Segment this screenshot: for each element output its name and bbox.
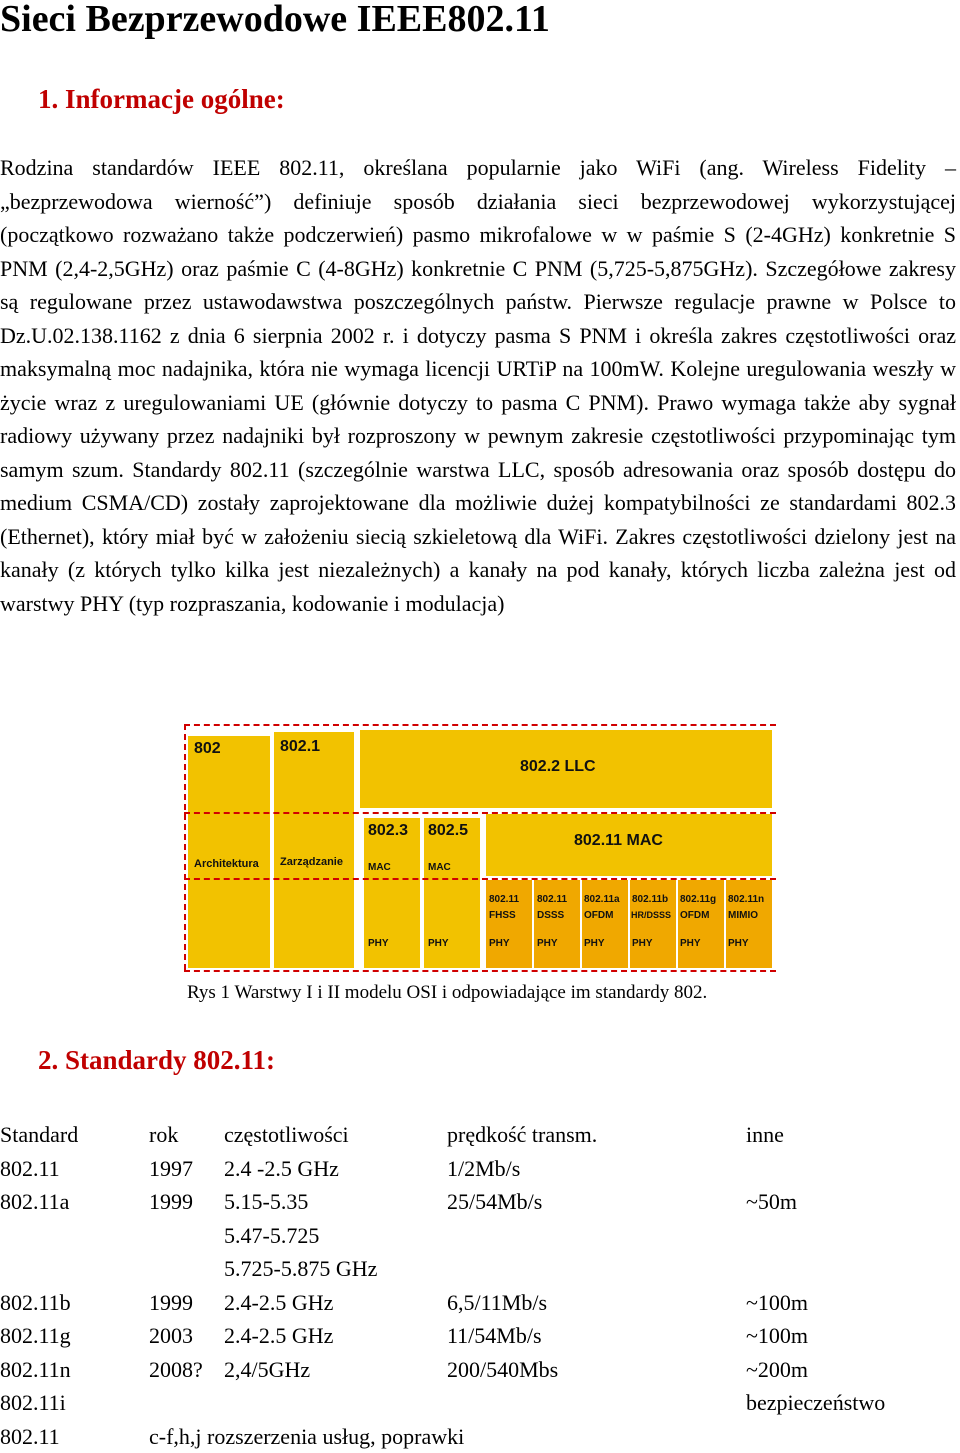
osi-layers-figure: [180, 718, 780, 978]
table-cell: 1/2Mb/s: [447, 1152, 746, 1186]
table-cell: 802.11: [0, 1152, 149, 1186]
table-cell: 1997: [149, 1152, 224, 1186]
block-802: [188, 736, 270, 968]
table-cell: [746, 1252, 956, 1286]
table-row: [0, 1420, 956, 1453]
table-cell: 6,5/11Mb/s: [447, 1286, 746, 1320]
table-cell: 802.11a: [0, 1185, 149, 1219]
layer-separator-mac: [184, 878, 776, 880]
phy-type-6: MIMIO: [728, 910, 758, 921]
table-cell: [149, 1252, 224, 1286]
table-cell: 2.4 -2.5 GHz: [224, 1152, 447, 1186]
phy-label-6: PHY: [728, 938, 749, 949]
label-8023: 802.3: [368, 822, 408, 840]
table-cell: [224, 1386, 447, 1420]
layer-separator-bottom: [184, 970, 776, 972]
header-cell: Standard: [0, 1118, 149, 1152]
table-row: [0, 1152, 956, 1186]
phy-type-1: FHSS: [489, 910, 516, 921]
layer-separator-left: [184, 724, 186, 970]
table-cell: [746, 1152, 956, 1186]
table-cell: [149, 1386, 224, 1420]
table-cell: 802.11b: [0, 1286, 149, 1320]
header-cell: inne: [746, 1118, 956, 1152]
label-80211-mac: 802.11 MAC: [574, 832, 663, 850]
figure-caption: Rys 1 Warstwy I i II modelu OSI i odpowiadające im standardy 802.: [187, 980, 707, 1006]
phy-std-1: 802.11: [489, 894, 519, 905]
phy-label-2: PHY: [537, 938, 558, 949]
table-row: [0, 1185, 956, 1219]
table-row: [0, 1353, 956, 1387]
layer-separator-top: [184, 724, 776, 726]
table-cell: bezpieczeństwo: [746, 1386, 956, 1420]
table-header-row: [0, 1118, 956, 1152]
section-heading-2: 2. Standardy 802.11:: [38, 1043, 275, 1077]
phy-label-5: PHY: [680, 938, 701, 949]
label-architektura: Architektura: [194, 858, 259, 870]
table-cell: 11/54Mb/s: [447, 1319, 746, 1353]
label-8023-mac: MAC: [368, 862, 391, 873]
table-cell: ~100m: [746, 1319, 956, 1353]
phy-std-3: 802.11a: [584, 894, 620, 905]
table-cell: 2008?: [149, 1353, 224, 1387]
table-cell: [0, 1219, 149, 1253]
layer-separator-llc: [184, 812, 776, 814]
table-cell: 802.11n: [0, 1353, 149, 1387]
phy-std-4: 802.11b: [632, 894, 668, 905]
label-8023-phy: PHY: [368, 938, 389, 949]
phy-label-4: PHY: [632, 938, 653, 949]
label-8021: 802.1: [280, 738, 320, 756]
table-cell: 802.11: [0, 1420, 149, 1453]
table-cell: [447, 1252, 746, 1286]
block-8021: [274, 732, 354, 968]
table-cell: 2.4-2.5 GHz: [224, 1319, 447, 1353]
phy-type-3: OFDM: [584, 910, 613, 921]
label-802: 802: [194, 740, 221, 758]
page-title: Sieci Bezprzewodowe IEEE802.11: [0, 0, 550, 42]
table-cell: 802.11g: [0, 1319, 149, 1353]
table-cell: 200/540Mbs: [447, 1353, 746, 1387]
phy-label-1: PHY: [489, 938, 510, 949]
phy-std-6: 802.11n: [728, 894, 764, 905]
section-heading-1: 1. Informacje ogólne:: [38, 82, 285, 116]
table-cell: 1999: [149, 1286, 224, 1320]
table-row: [0, 1319, 956, 1353]
table-cell: [149, 1219, 224, 1253]
table-cell: 2003: [149, 1319, 224, 1353]
table-cell: ~100m: [746, 1286, 956, 1320]
label-zarzadzanie: Zarządzanie: [280, 856, 343, 868]
label-llc: 802.2 LLC: [520, 758, 596, 776]
table-cell: 5.15-5.35: [224, 1185, 447, 1219]
table-cell: 2,4/5GHz: [224, 1353, 447, 1387]
standards-table: [0, 1118, 956, 1453]
phy-label-3: PHY: [584, 938, 605, 949]
table-cell: 2.4-2.5 GHz: [224, 1286, 447, 1320]
label-8025-phy: PHY: [428, 938, 449, 949]
label-8025-mac: MAC: [428, 862, 451, 873]
table-row: [0, 1286, 956, 1320]
table-row: [0, 1386, 956, 1420]
table-cell: 1999: [149, 1185, 224, 1219]
header-cell: rok: [149, 1118, 224, 1152]
table-row: [0, 1219, 956, 1253]
phy-type-2: DSSS: [537, 910, 564, 921]
table-cell: [0, 1252, 149, 1286]
table-cell: ~200m: [746, 1353, 956, 1387]
table-cell: [447, 1386, 746, 1420]
table-cell: 802.11i: [0, 1386, 149, 1420]
table-row: [0, 1252, 956, 1286]
intro-paragraph: Rodzina standardów IEEE 802.11, określana popularnie jako WiFi (ang. Wireless Fidelity – „bezprzewodowa wierność”) definiuje sposób działania sieci bezprzewodowej wykorzystującej (początkowo rozważano także podczerwień) pasmo mikrofalowe w w paśmie S (2-4GHz) konkretnie S PNM (2,4-2,5GHz) oraz paśmie C (4-8GHz) konkretnie C PNM (5,725-5,875GHz). Szczegółowe zakresy są regulowane przez ustawodawstwa poszczególnych państw. Pierwsze regulacje prawne w Polsce to Dz.U.02.138.1162 z dnia 6 sierpnia 2002 r. i dotyczy pasma S PNM i określa zakres częstotliwości oraz maksymalną moc nadajnika, która nie wymaga licencji URTiP na 100mW. Kolejne uregulowania weszły w życie wraz z uregulowaniami UE (głównie dotyczy to pasma C PNM). Prawo wymaga także aby sygnał radiowy używany przez nadajniki był rozproszony w pewnym zakresie częstotliwości przypominając tym samym szum. Standardy 802.11 (szczególnie warstwa LLC, sposób adresowania oraz sposób dostępu do medium CSMA/CD) zostały zaprojektowane dla możliwie dużej kompatybilności ze standardami 802.3 (Ethernet), który miał być w założeniu siecią szkieletową dla WiFi. Zakres częstotliwości dzielony jest na kanały (z których tylko kilka jest niezależnych) a kanały na pod kanały, których liczba zależna jest od warstwy PHY (typ rozpraszania, kodowanie i modulacja): [0, 151, 956, 620]
table-cell: 25/54Mb/s: [447, 1185, 746, 1219]
table-cell: 5.725-5.875 GHz: [224, 1252, 447, 1286]
table-cell: [447, 1219, 746, 1253]
phy-std-2: 802.11: [537, 894, 567, 905]
label-8025: 802.5: [428, 822, 468, 840]
table-cell: 5.47-5.725: [224, 1219, 447, 1253]
header-cell: prędkość transm.: [447, 1118, 746, 1152]
phy-type-4: HR/DSSS: [631, 910, 671, 920]
header-cell: częstotliwości: [224, 1118, 447, 1152]
table-cell: ~50m: [746, 1185, 956, 1219]
table-cell: c-f,h,j rozszerzenia usług, poprawki: [149, 1420, 956, 1453]
table-cell: [746, 1219, 956, 1253]
phy-std-5: 802.11g: [680, 894, 716, 905]
phy-type-5: OFDM: [680, 910, 709, 921]
